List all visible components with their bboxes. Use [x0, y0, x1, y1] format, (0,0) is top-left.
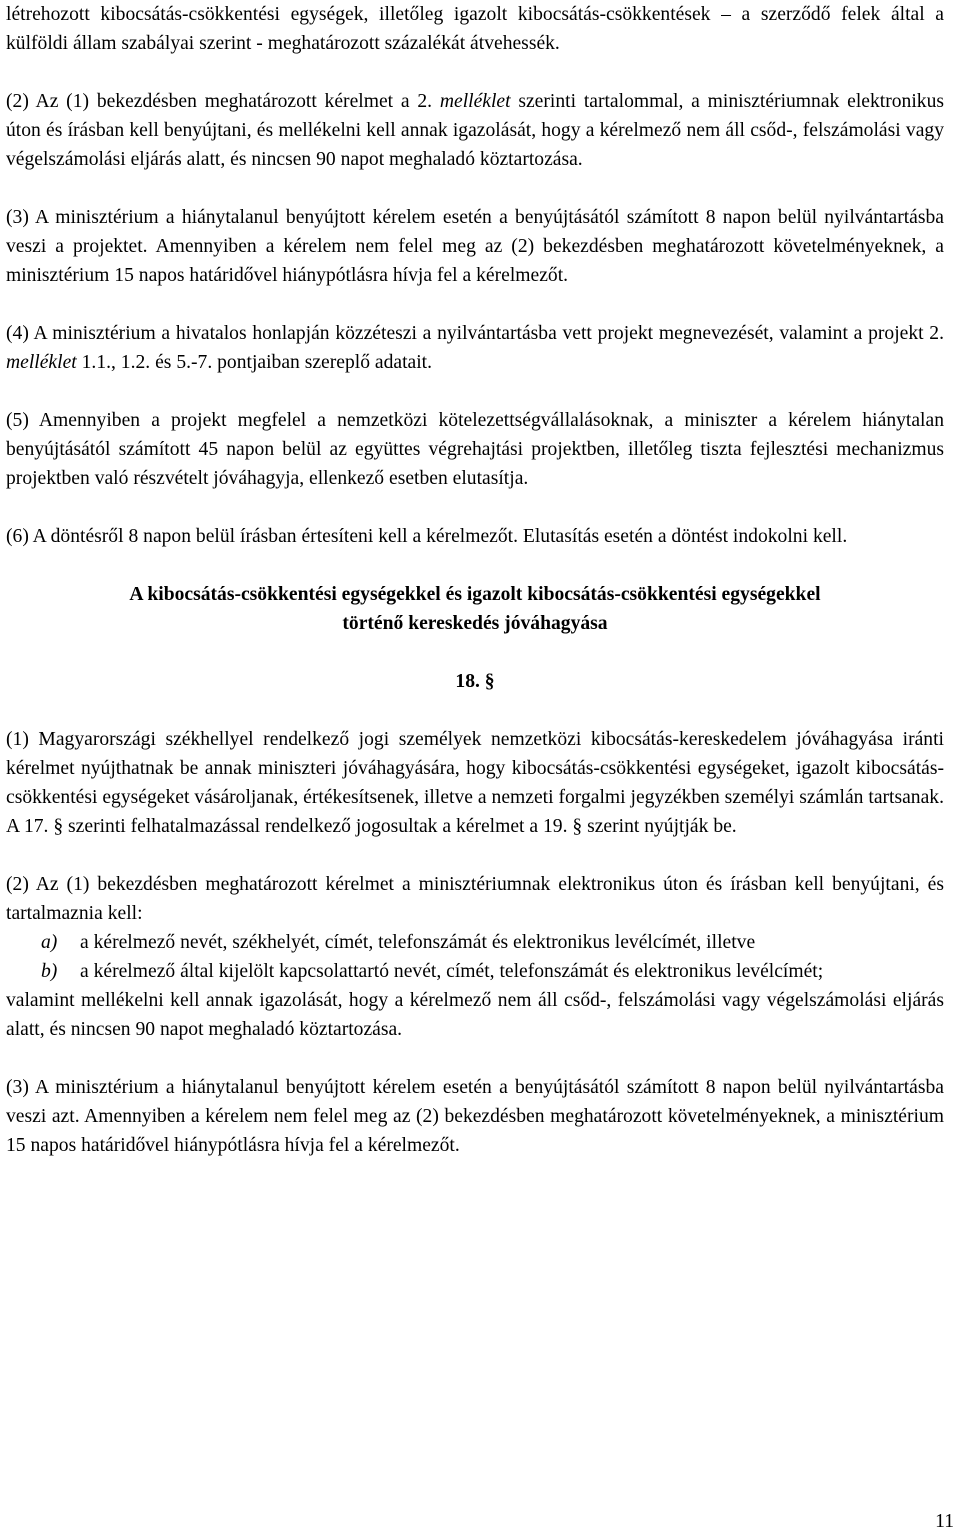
paragraph-4-text: (4) A minisztérium a hivatalos honlapján közzéteszi a nyilvántartásba vett projekt megnevezését, valamint a projekt 2.: [6, 323, 944, 344]
paragraph-2: [6, 87, 944, 174]
section-heading-line-2: történő kereskedés jóváhagyása: [342, 613, 608, 634]
list-item-text: a kérelmező által kijelölt kapcsolattartó nevét, címét, telefonszámát és elektronikus levélcímét;: [80, 961, 824, 982]
page-number: 11: [935, 1511, 954, 1532]
paragraph-2-italic: melléklet: [439, 91, 511, 112]
section-18-paragraph-2-outro: valamint mellékelni kell annak igazolását, hogy a kérelmező nem áll csőd-, felszámolási vagy végelszámolási eljárás alatt, és nincsen 90 napot meghaladó köztartozása.: [6, 990, 944, 1040]
paragraph-continuation: létrehozott kibocsátás-csökkentési egységek, illetőleg igazolt kibocsátás-csökkentések – a szerződő felek által a külföldi állam szabályai szerint - meghatározott százalékát átvehessék.: [6, 4, 944, 54]
document-page: [6, 0, 944, 1160]
list-marker: a): [41, 932, 58, 953]
section-18-paragraph-3: (3) A minisztérium a hiánytalanul benyújtott kérelem esetén a benyújtásától számított 8 napon belül nyilvántartásba veszi azt. Amennyiben a kérelem nem felel meg az (2) bekezdésben meghatározott követelményeknek, a minisztérium 15 napos határidővel hiánypótlásra hívja fel a kérelmezőt.: [6, 1077, 944, 1156]
section-number: 18. §: [455, 671, 495, 692]
paragraph-6: (6) A döntésről 8 napon belül írásban értesíteni kell a kérelmezőt. Elutasítás esetén a döntést indokolni kell.: [6, 526, 848, 547]
section-18-paragraph-2-intro: (2) Az (1) bekezdésben meghatározott kérelmet a minisztériumnak elektronikus úton és írásban kell benyújtani, és tartalmaznia kell:: [6, 874, 944, 924]
paragraph-4-italic: melléklet: [6, 352, 77, 373]
list-item: [6, 957, 944, 986]
paragraph-3: (3) A minisztérium a hiánytalanul benyújtott kérelem esetén a benyújtásától számított 8 napon belül nyilvántartásba veszi a projektet. Amennyiben a kérelem nem felel meg az (2) bekezdésben meghatározott követelményeknek, a minisztérium 15 napos határidővel hiánypótlásra hívja fel a kérelmezőt.: [6, 207, 944, 286]
section-heading-line-1: A kibocsátás-csökkentési egységekkel és igazolt kibocsátás-csökkentési egységekkel: [129, 584, 821, 605]
list-item-text: a kérelmező nevét, székhelyét, címét, telefonszámát és elektronikus levélcímét, illetve: [80, 932, 756, 953]
paragraph-2-text: (2) Az (1) bekezdésben meghatározott kérelmet a 2.: [6, 91, 440, 112]
section-18-paragraph-1: (1) Magyarországi székhellyel rendelkező jogi személyek nemzetközi kibocsátás-kereskedelem jóváhagyása iránti kérelmet nyújthatnak be annak miniszteri jóváhagyására, hogy kibocsátás-csökkentési egységeket, igazolt kibocsátás-csökkentési egységeket vásároljanak, értékesítsenek, illetve a nemzeti forgalmi jegyzékben személyi számlán tartsanak. A 17. § szerinti felhatalmazással rendelkező jogosultak a kérelmet a 19. § szerint nyújtják be.: [6, 729, 944, 837]
paragraph-5: (5) Amennyiben a projekt megfelel a nemzetközi kötelezettségvállalásoknak, a miniszter a kérelem hiánytalan benyújtásától számított 45 napon belül az együttes végrehajtási projektben, illetőleg tiszta fejlesztési mechanizmus projektben való részvételt jóváhagyja, ellenkező esetben elutasítja.: [6, 410, 944, 489]
list-item: [6, 928, 944, 957]
paragraph-2-text-end: szerinti tartalommal, a minisztériumnak elektronikus úton és írásban kell benyújtani, és mellékelni kell annak igazolását, hogy a kérelmező nem áll csőd-, felszámolási vagy végelszámolási eljárás alatt, és nincsen 90 napot meghaladó köztartozása.: [6, 91, 944, 170]
paragraph-4: [6, 319, 944, 377]
list-marker: b): [41, 961, 58, 982]
paragraph-4-text-end: 1.1., 1.2. és 5.-7. pontjaiban szereplő adatait.: [76, 352, 433, 373]
